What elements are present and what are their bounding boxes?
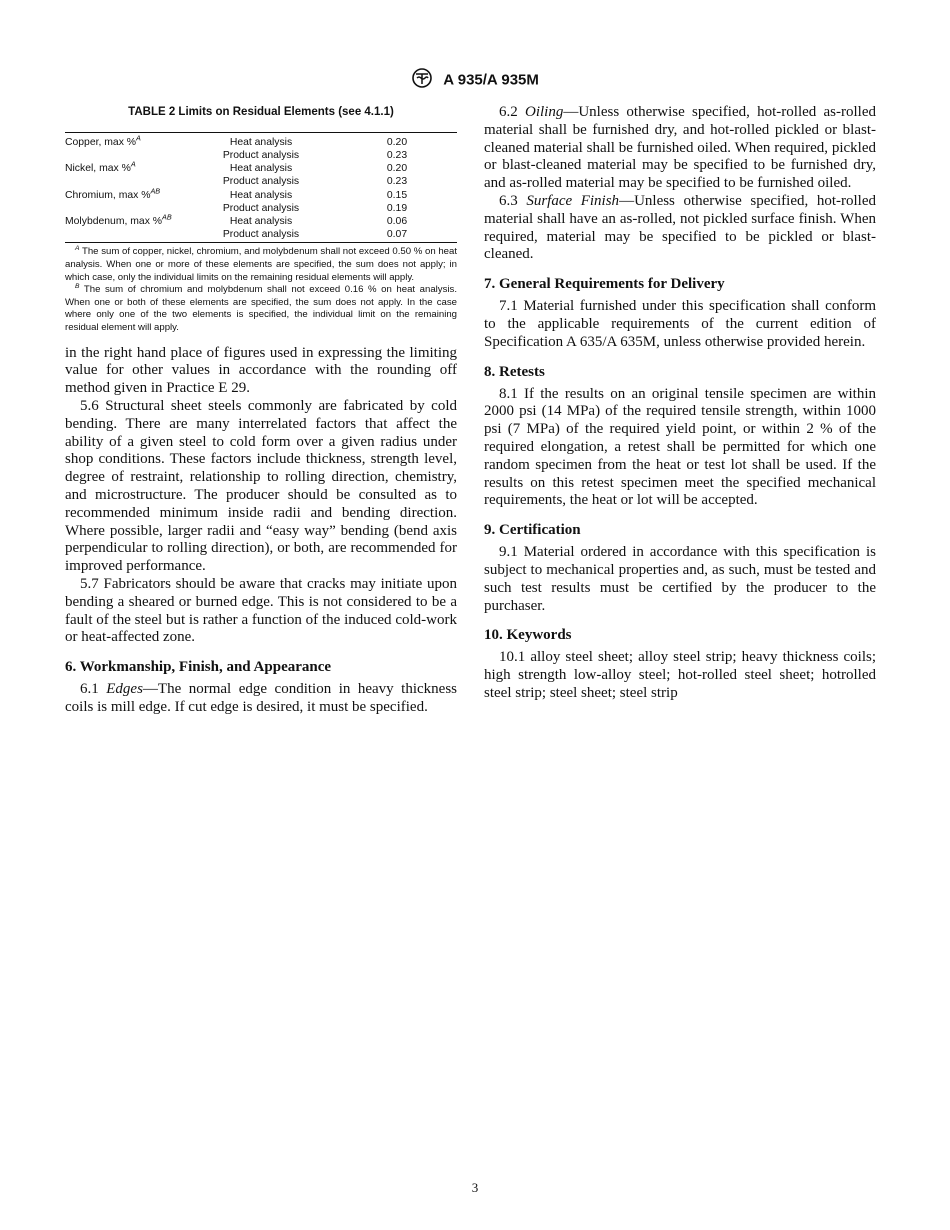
paragraph-9-1: 9.1 Material ordered in accordance with this specification is subject to mechanical properties and, as such, must be tested and such test results must be certified by the producer to the purchaser.: [484, 544, 876, 614]
value-cell: 0.07: [386, 229, 408, 241]
element-name: Copper, max %: [65, 136, 137, 148]
table-title: TABLE 2 Limits on Residual Elements (see 4.1.1): [128, 106, 394, 118]
section-6-heading: 6. Workmanship, Finish, and Appearance: [65, 659, 332, 676]
section-8-heading: 8. Retests: [484, 363, 545, 380]
footnote-marker: A: [130, 159, 136, 169]
analysis-cell: Heat analysis: [229, 189, 293, 201]
footnote: [65, 284, 457, 334]
analysis-cell: Product analysis: [222, 176, 300, 188]
paragraph-term: Surface Finish: [526, 192, 620, 209]
value-cell: 0.20: [386, 163, 408, 175]
paragraph-term: Edges: [106, 681, 143, 698]
element-name: Nickel, max %: [65, 163, 131, 175]
element-name: Molybdenum, max %: [65, 216, 163, 228]
footnote-text: The sum of copper, nickel, chromium, and molybdenum shall not exceed 0.50 % on heat analysis. When one or more of these elements are specified, the sum does not apply; in which case, only the individual limits on the remaining residual elements will apply.: [65, 246, 457, 283]
value-cell: 0.06: [386, 216, 408, 228]
table-row: [65, 202, 457, 215]
paragraph-text: —Unless otherwise specified, hot-rolled as-rolled material shall be furnished dry, and hot-rolled pickled or blast-cleaned material shall be furnished oiled. When required, pickled or blast-cleaned material may be specified to be furnished dry, and as-rolled material may be specified to be furnished oiled.: [484, 104, 876, 192]
table-row: [65, 175, 457, 188]
element-cell: [65, 228, 205, 243]
analysis-cell: Heat analysis: [229, 216, 293, 228]
paragraph-7-1: 7.1 Material furnished under this specification shall conform to the applicable requirements of the current edition of Specification A 635/A 635M, unless otherwise provided herein.: [484, 298, 876, 350]
paragraph-5-5-continued: in the right hand place of figures used in expressing the limiting value for other values in accordance with the rounding off method given in Practice E 29.: [65, 344, 457, 397]
element-cell: [65, 132, 205, 149]
analysis-cell: Product analysis: [222, 202, 300, 214]
footnote-text: The sum of chromium and molybdenum shall not exceed 0.16 % on heat analysis. When one or both of these elements are specified, the sum does not apply. In the case where only one of the two elements is specified, the individual limit on the remaining residual element will apply.: [65, 284, 457, 333]
element-cell: [65, 175, 205, 188]
footnote-marker: B: [75, 283, 80, 291]
footnote-marker: A: [75, 245, 80, 253]
value-cell: 0.23: [386, 150, 408, 161]
footnote-marker: AB: [162, 212, 172, 222]
paragraph-term: Oiling: [525, 104, 564, 120]
value-cell: 0.23: [386, 176, 408, 188]
page-header: [0, 68, 950, 92]
paragraph-text: —The normal edge condition in heavy thickness coils is mill edge. If cut edge is desired, it must be specified.: [65, 681, 458, 715]
element-cell: [65, 212, 205, 228]
paragraph-number: 6.3: [499, 192, 527, 209]
value-cell: 0.20: [386, 136, 408, 148]
paragraph-number: 6.1: [80, 681, 107, 698]
paragraph-6-1: [65, 681, 457, 717]
section-10-heading: 10. Keywords: [484, 627, 572, 644]
analysis-cell: Heat analysis: [229, 136, 293, 148]
right-column: [484, 104, 876, 703]
astm-logo-icon: [411, 68, 433, 92]
left-column: [65, 104, 457, 717]
residual-elements-table: [65, 132, 457, 244]
paragraph-6-3: [484, 193, 876, 264]
footnote-marker: AB: [150, 186, 161, 196]
table-row: [65, 228, 457, 243]
paragraph-8-1: 8.1 If the results on an original tensile specimen are within 2000 psi (14 MPa) of the required tensile strength, within 1000 psi (7 MPa) of the required yield point, or within 2 % of the required elongation, a retest shall be permitted for which one random specimen from the heat or test lot shall be used. If the results on this retest specimen meet the specified mechanical requirements, the heat or lot will be accepted.: [484, 385, 876, 509]
section-7-heading: 7. General Requirements for Delivery: [484, 276, 725, 293]
table-row: [65, 149, 457, 162]
paragraph-number: 6.2: [499, 104, 525, 120]
footnote-marker: A: [136, 133, 141, 143]
table-footnotes: [65, 246, 457, 344]
section-9-heading: 9. Certification: [484, 522, 581, 539]
value-cell: 0.15: [386, 189, 408, 201]
table-row: [65, 132, 457, 149]
paragraph-6-2: [484, 104, 876, 193]
paragraph-text: —Unless otherwise specified, hot-rolled material shall have an as-rolled, not pickled surface finish. When required, material may be specified to be pickled or blast-cleaned.: [484, 192, 876, 263]
table-row: [65, 189, 457, 202]
standard-designation: A 935/A 935M: [443, 71, 539, 89]
element-cell: [65, 186, 205, 202]
footnote: [65, 246, 457, 284]
table-row: [65, 215, 457, 228]
analysis-cell: Product analysis: [222, 229, 300, 241]
table-row: [65, 162, 457, 175]
paragraph-5-7: 5.7 Fabricators should be aware that cracks may initiate upon bending a sheared or burned edge. This is not considered to be a fault of the steel but is rather a function of the induced cold-work or heat-affected zone.: [65, 575, 457, 646]
element-name: Chromium, max %: [65, 189, 151, 201]
paragraph-10-1: 10.1 alloy steel sheet; alloy steel strip; heavy thickness coils; high strength low-alloy steel; hot-rolled steel sheet; hotrolled steel strip; steel sheet; steel strip: [484, 649, 876, 701]
analysis-cell: Product analysis: [222, 150, 300, 161]
paragraph-5-6: 5.6 Structural sheet steels commonly are fabricated by cold bending. There are many interrelated factors that affect the ability of a given steel to cold form over a given radius under shop conditions. These factors include thickness, strength level, degree of restraint, relationship to rolling direction, chemistry, and microstructure. The producer should be consulted as to recommended minimum inside radii and bending direction. Where possible, larger radii and “easy way” bending (bend axis perpendicular to rolling direction), or both, are recommended for improved performance.: [65, 397, 457, 575]
element-cell: [65, 159, 205, 175]
page-number: 3: [471, 1180, 479, 1195]
analysis-cell: Heat analysis: [229, 163, 293, 175]
element-cell: [65, 202, 205, 215]
value-cell: 0.19: [386, 202, 408, 214]
